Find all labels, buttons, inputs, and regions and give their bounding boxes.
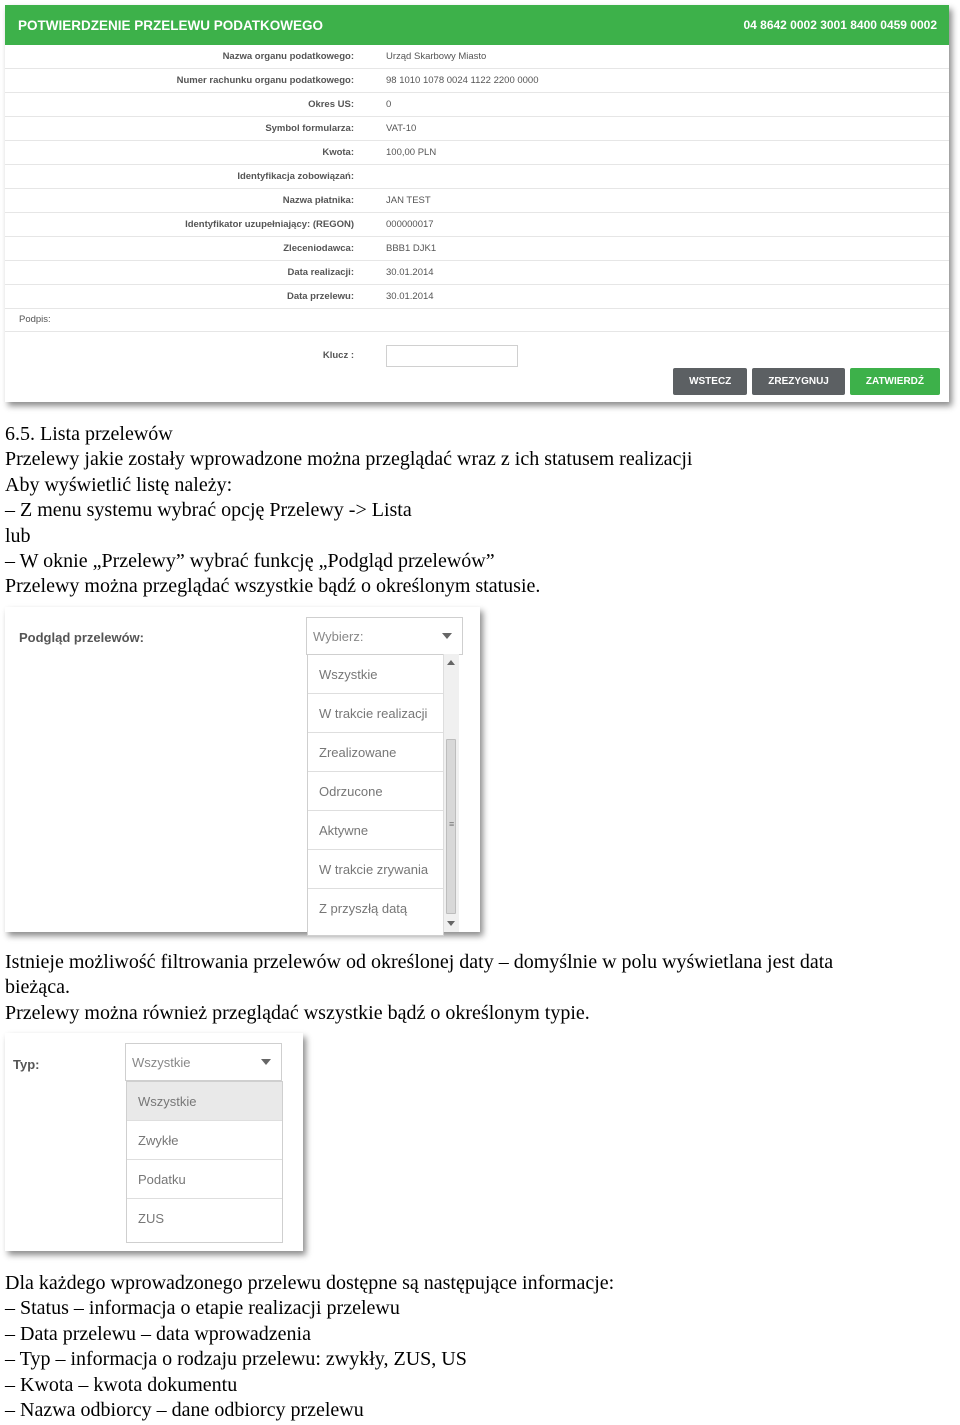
- field-label: Nazwa organu podatkowego:: [222, 50, 354, 62]
- status-scrollbar[interactable]: [443, 654, 459, 932]
- field-value: 98 1010 1078 0024 1122 2200 0000: [386, 75, 539, 86]
- field-label: Data realizacji:: [287, 266, 354, 278]
- field-label: Nazwa płatnika:: [282, 194, 354, 206]
- chevron-down-icon: [261, 1059, 271, 1065]
- section-list-of-transfers: [5, 422, 692, 600]
- grip-icon: ≡: [449, 819, 455, 829]
- paragraph-line: lub: [5, 524, 31, 547]
- type-option[interactable]: ZUS: [138, 1211, 164, 1226]
- field-value: 100,00 PLN: [386, 147, 437, 158]
- cancel-button[interactable]: ZREZYGNUJ: [752, 368, 845, 395]
- paragraph-line: Przelewy można przeglądać wszystkie bądź o określonym statusie.: [5, 575, 541, 598]
- field-label: Numer rachunku organu podatkowego:: [176, 74, 354, 86]
- section-date-filter: [5, 950, 833, 1026]
- confirm-button[interactable]: ZATWIERDŹ: [850, 368, 940, 395]
- status-options-list: [307, 654, 444, 936]
- field-value: JAN TEST: [386, 195, 431, 206]
- confirmation-title: POTWIERDZENIE PRZELEWU PODATKOWEGO: [18, 17, 323, 33]
- paragraph-line: – Nazwa odbiorcy – dane odbiorcy przelewu: [5, 1399, 364, 1422]
- form-row-form-symbol: [5, 117, 949, 141]
- status-select-placeholder: Wybierz:: [313, 628, 364, 644]
- tax-transfer-confirmation-panel: [5, 5, 949, 402]
- account-number: 04 8642 0002 3001 8400 0459 0002: [743, 18, 937, 32]
- type-options-list: [126, 1081, 283, 1243]
- field-value: 30.01.2014: [386, 267, 434, 278]
- type-filter-label: Typ:: [13, 1057, 40, 1072]
- field-label: Identyfikacja zobowiązań:: [237, 170, 354, 182]
- field-value: 000000017: [386, 219, 434, 230]
- field-value: VAT-10: [386, 123, 417, 134]
- scroll-up-icon[interactable]: [447, 660, 455, 665]
- paragraph-line: – Typ – informacja o rodzaju przelewu: zwykły, ZUS, US: [5, 1348, 467, 1371]
- status-filter-label: Podgląd przelewów:: [19, 630, 144, 645]
- field-label: Okres US:: [308, 98, 354, 110]
- paragraph-line: – Kwota – kwota dokumentu: [5, 1373, 238, 1396]
- form-row-obligation-id: [5, 165, 949, 189]
- status-option[interactable]: Zrealizowane: [308, 733, 443, 772]
- status-option[interactable]: Odrzucone: [308, 772, 443, 811]
- status-option[interactable]: Wszystkie: [308, 655, 443, 694]
- key-input[interactable]: [386, 345, 518, 367]
- field-value: BBB1 DJK1: [386, 243, 437, 254]
- type-option[interactable]: Zwykłe: [127, 1121, 282, 1160]
- type-filter-screenshot: [5, 1033, 303, 1251]
- field-label: Identyfikator uzupełniający: (REGON): [185, 218, 354, 230]
- field-value: 30.01.2014: [386, 291, 434, 302]
- paragraph-line: Dla każdego wprowadzonego przelewu dostępne są następujące informacje:: [5, 1272, 615, 1294]
- field-label: Symbol formularza:: [265, 122, 354, 134]
- type-select-value: Wszystkie: [132, 1054, 191, 1070]
- form-row-transfer-date: [5, 285, 949, 309]
- paragraph-line: – Status – informacja o etapie realizacji przelewu: [5, 1297, 400, 1320]
- paragraph-line: Przelewy można również przeglądać wszystkie bądź o określonym typie.: [5, 1001, 590, 1024]
- paragraph-line: – Data przelewu – data wprowadzenia: [5, 1322, 311, 1345]
- form-row-tax-office-account: [5, 69, 949, 93]
- paragraph-line: Aby wyświetlić listę należy:: [5, 473, 233, 496]
- status-option[interactable]: Aktywne: [308, 811, 443, 850]
- scroll-down-icon[interactable]: [447, 921, 455, 926]
- paragraph-line: Istnieje możliwość filtrowania przelewów od określonej daty – domyślnie w polu wyświetlana jest data: [5, 951, 834, 973]
- form-row-amount: [5, 141, 949, 165]
- paragraph-line: Przelewy jakie zostały wprowadzone można przeglądać wraz z ich statusem realizacji: [5, 448, 693, 471]
- form-row-execution-date: [5, 261, 949, 285]
- field-label: Data przelewu:: [286, 290, 354, 302]
- status-select[interactable]: [306, 617, 463, 655]
- chevron-down-icon: [442, 633, 452, 639]
- field-label: Kwota:: [322, 146, 354, 158]
- section-heading: 6.5. Lista przelewów: [5, 423, 173, 445]
- form-row-payer-name: [5, 189, 949, 213]
- section-transfer-information: [5, 1271, 614, 1423]
- form-row-supplementary-id: [5, 213, 949, 237]
- form-row-ordering-party: [5, 237, 949, 261]
- status-filter-screenshot: [5, 607, 480, 932]
- confirmation-header: [5, 5, 949, 45]
- type-option[interactable]: Wszystkie: [127, 1082, 282, 1121]
- form-row-period: [5, 93, 949, 117]
- field-value: Urząd Skarbowy Miasto: [386, 51, 487, 62]
- key-label: Klucz :: [322, 350, 354, 361]
- form-row-signature: [5, 309, 949, 332]
- type-select[interactable]: [125, 1043, 282, 1081]
- signature-label: Podpis:: [19, 314, 51, 325]
- paragraph-line: – W oknie „Przelewy” wybrać funkcję „Podgląd przelewów”: [5, 550, 495, 573]
- status-option[interactable]: W trakcie realizacji: [308, 694, 443, 733]
- paragraph-line: – Z menu systemu wybrać opcję Przelewy -> Lista: [5, 499, 412, 522]
- status-option[interactable]: W trakcie zrywania: [308, 850, 443, 889]
- status-option[interactable]: Z przyszłą datą: [319, 901, 408, 916]
- paragraph-line: bieżąca.: [5, 976, 70, 999]
- back-button[interactable]: WSTECZ: [673, 368, 747, 395]
- field-value: 0: [386, 99, 392, 110]
- field-label: Zleceniodawca:: [283, 242, 354, 254]
- confirmation-buttons: [673, 368, 940, 395]
- type-option[interactable]: Podatku: [127, 1160, 282, 1199]
- form-row-tax-office-name: [5, 45, 949, 69]
